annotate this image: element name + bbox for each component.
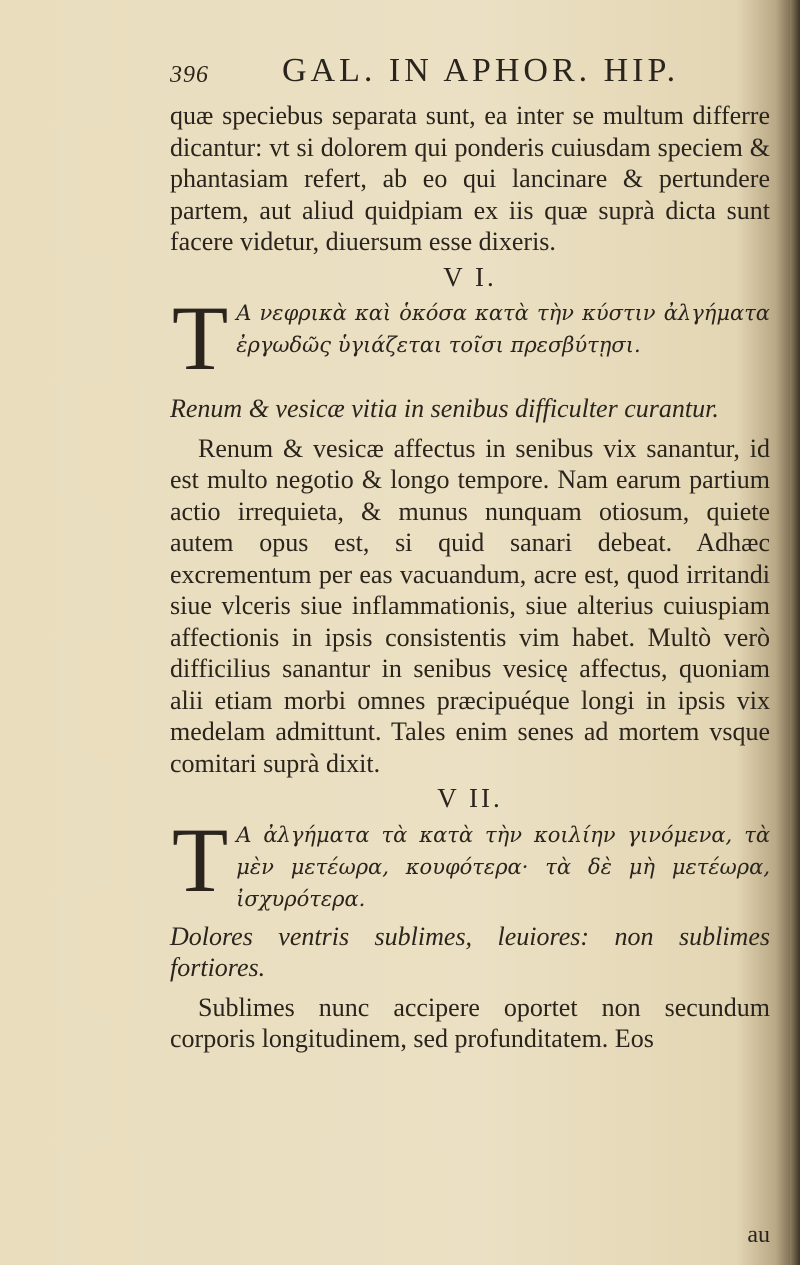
latin-aphorism-vi: Renum & vesicæ vitia in senibus difficulter curantur. [170,394,719,423]
greek-aphorism-vi [170,287,770,389]
page-edge-shadow [790,0,800,1265]
section-number-vi: V I. [443,261,497,292]
running-title: GAL. IN APHOR. HIP. [282,52,680,89]
commentary-vii: Sublimes nunc accipere oportet non secundum corporis longitudinem, sed profunditatem. Eos [170,992,770,1053]
catchword: au [747,1222,770,1248]
page-number: 396 [170,62,209,88]
page-body [170,100,770,1055]
continued-commentary: quæ speciebus separata sunt, ea inter se multum differre dicantur: vt si dolorem qui ponderis cuiusdam speciem & phantasiam refert, ab eo qui lancinare & pertundere partem, aut aliud quidpiam ex iis quæ suprà dicta sunt facere videtur, diuersum esse dixeris. [170,101,770,256]
latin-aphorism-vii: Dolores ventris sublimes, leuiores: non sublimes fortiores. [170,921,770,982]
page-header [170,48,770,92]
section-number-vii: V II. [437,783,503,813]
greek-aphorism-vii [170,808,770,915]
drop-cap: T [172,287,229,389]
greek-text: A νεφρικὰ καὶ ὁκόσα κατὰ τὴν κύστιν ἀλγήματα ἐργωδῶς ὑγιάζεται τοῖσι πρεσβύτῃσι. [236,301,770,357]
drop-cap: T [172,808,229,911]
greek-text: A ἀλγήματα τὰ κατὰ τὴν κοιλίην γινόμενα, τὰ μὲν μετέωρα, κουφότερα· τὰ δὲ μὴ μετέωρα, ἰσχυρότερα. [236,822,770,911]
commentary-vi: Renum & vesicæ affectus in senibus vix sanantur, id est multo negotio & longo tempore. Nam earum partium actio irrequieta, & munus nunquam otiosum, quiete autem opus est, si quid sanari debeat. Adhæc excrementum per eas vacuandum, acre est, quod irritandi siue vlceris siue inflammationis, siue alterius cuiuspiam affectionis in ipsis consistentis vim habet. Multò verò difficilius sanantur in senibus vesicę affectus, quoniam alii etiam morbi omnes præcipuéque longi in ipsis vix medelam admittunt. Tales enim senes ad mortem vsque comitari suprà dixit. [170,433,770,778]
